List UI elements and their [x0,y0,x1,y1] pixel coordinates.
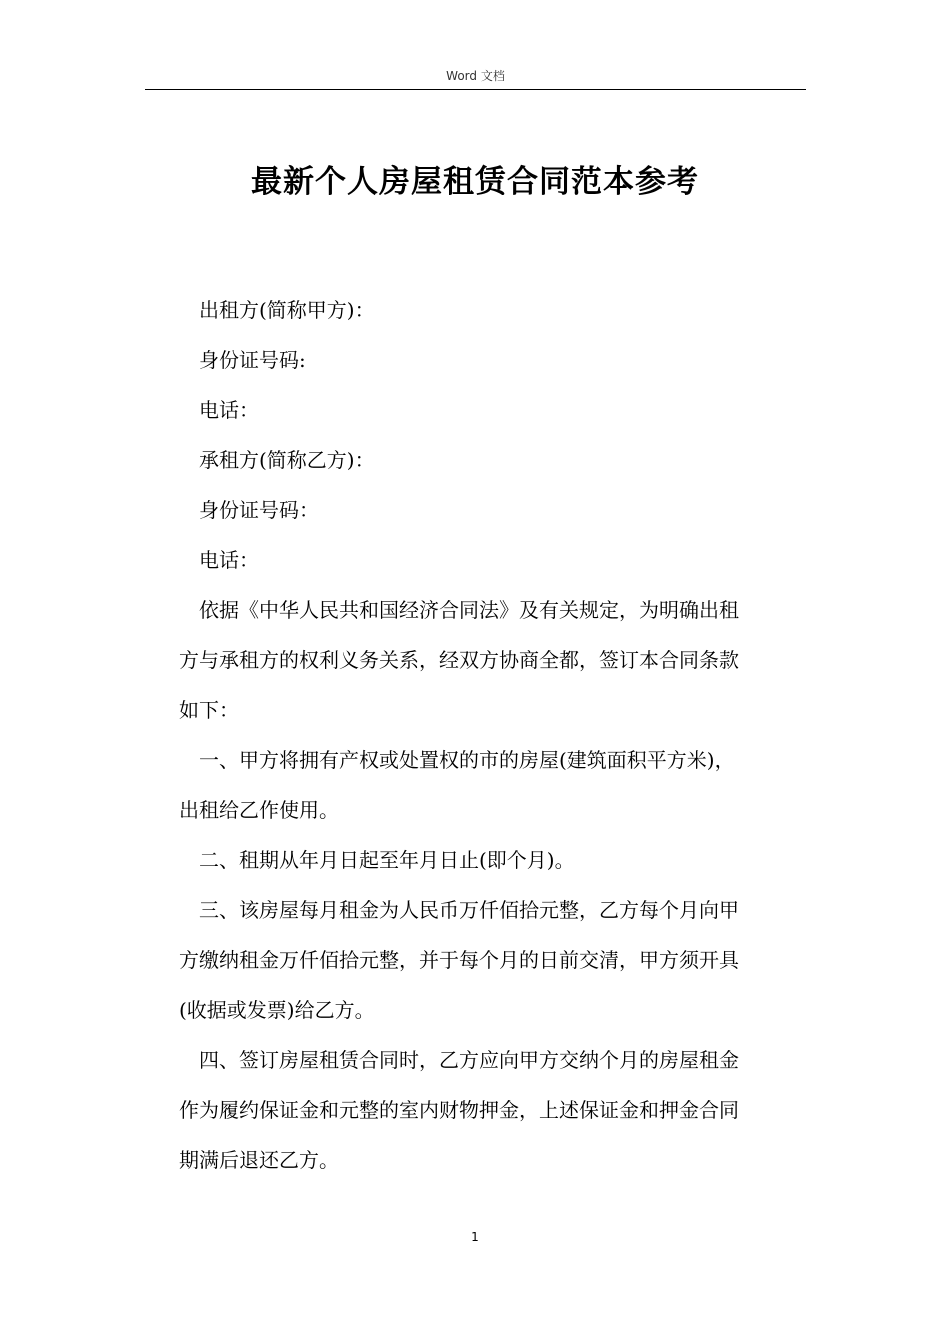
header-label: Word 文档 [446,69,505,83]
clause-3-line-1: 三、该房屋每月租金为人民币万仟佰拾元整，乙方每个月向甲 [199,898,739,922]
lessee-phone-line: 电话： [199,548,259,572]
clause-2-line-1: 二、租期从年月日起至年月日止(即个月)。 [199,848,575,872]
clause-3-line-2: 方缴纳租金万仟佰拾元整，并于每个月的日前交清，甲方须开具 [179,948,739,972]
lessor-id-line: 身份证号码: [199,348,306,372]
page-number: 1 [471,1230,479,1244]
clause-4-line-3: 期满后退还乙方。 [179,1148,339,1172]
clause-4-line-1: 四、签订房屋租赁合同时，乙方应向甲方交纳个月的房屋租金 [199,1048,739,1072]
lessor-phone-line: 电话： [199,398,259,422]
lessor-line: 出租方(简称甲方)： [199,298,375,322]
preamble-line-1: 依据《中华人民共和国经济合同法》及有关规定，为明确出租 [199,598,739,622]
lessee-line: 承租方(简称乙方)： [199,448,375,472]
preamble-line-2: 方与承租方的权利义务关系，经双方协商全都，签订本合同条款 [179,648,739,672]
page-header [145,60,806,90]
preamble-line-3: 如下： [179,698,239,722]
clause-1-line-2: 出租给乙作使用。 [179,798,339,822]
document-title: 最新个人房屋租赁合同范本参考 [251,164,699,200]
lessee-id-line: 身份证号码： [199,498,319,522]
clause-3-line-3: (收据或发票)给乙方。 [179,998,375,1022]
clause-4-line-2: 作为履约保证金和元整的室内财物押金，上述保证金和押金合同 [179,1098,739,1122]
clause-1-line-1: 一、甲方将拥有产权或处置权的市的房屋(建筑面积平方米)， [199,748,735,772]
